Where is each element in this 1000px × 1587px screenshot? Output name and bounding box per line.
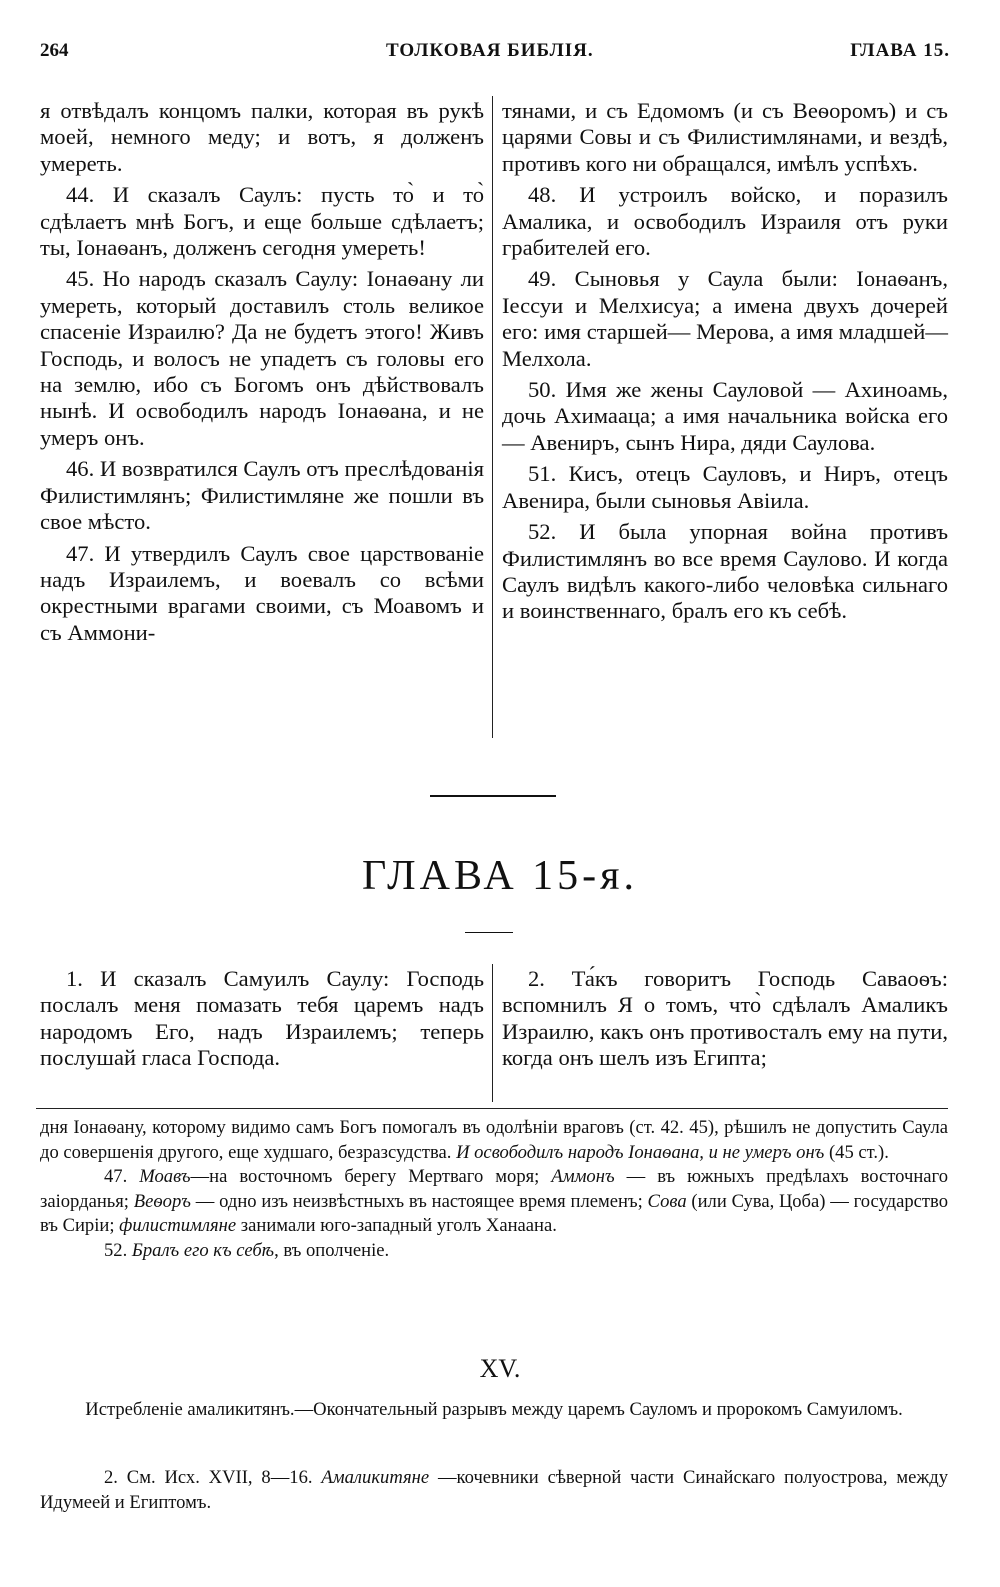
commentary-notes-2: [40, 1466, 948, 1515]
verse-50: 50. Имя же жены Сауловой — Ахиноамь, дочь Ахимааца; а имя начальника войска его — Авениръ, сынъ Нира, дяди Саулова.: [502, 377, 948, 455]
commentary-notes: [40, 1116, 948, 1263]
top-right-column: [502, 98, 948, 630]
verse-text: я отвѣдалъ концомъ палки, которая въ рукѣ моей, немного меду; и вотъ, я долженъ умереть.: [40, 98, 484, 176]
note-continued: дня Іонаѳану, которому видимо самъ Богъ помогалъ въ одолѣніи враговъ (ст. 42. 45), рѣшилъ не допустить Саула до совершенія другого, еще худшаго, безразсудства. И освободилъ народъ Іонаѳана, и не умеръ онъ (45 ст.).: [40, 1117, 948, 1163]
note-47: 47. Моавъ—на восточномъ берегу Мертваго моря; Аммонъ — въ южныхъ предѣлахъ восточнаго заіорданья; Веѳоръ — одно изъ неизвѣстныхъ въ настоящее время племенъ; Сова (или Сува, Цоба) — государство въ Сиріи; филистимляне занимали юго-западный уголъ Ханаана.: [40, 1166, 949, 1236]
chapter-title: ГЛАВА 15-я.: [362, 853, 638, 899]
page-number: 264: [40, 40, 69, 61]
verse-48: 48. И устроилъ войско, и поразилъ Амалика, и освободилъ Израиля отъ руки грабителей его.: [502, 182, 948, 261]
verse-49: 49. Сыновья у Саула были: Іонаѳанъ, Іессуи и Мелхисуа; а имена двухъ дочерей его: имя старшей— Мерова, а имя младшей—Мелхола.: [502, 266, 948, 371]
title-underline: [465, 932, 513, 933]
section-divider: [430, 795, 556, 797]
chapter-heading: ГЛАВА 15.: [850, 40, 950, 61]
footnote-rule: [36, 1108, 948, 1109]
verse-47: 47. И утвердилъ Саулъ свое царствованіе надъ Израилемъ, и воевалъ со всѣми окрестными врагами своими, съ Моавомъ и съ Аммони-: [40, 540, 484, 645]
verse-1: 1. И сказалъ Самуилъ Саулу: Господь послалъ меня помазать тебя царемъ надъ народомъ Его, надъ Израилемъ; теперь послушай гласа Господа.: [40, 966, 484, 1071]
section-numeral: XV.: [479, 1354, 521, 1383]
section-description: Истребленіе амаликитянъ.—Окончательный разрывъ между царемъ Сауломъ и пророкомъ Самуиломъ.: [85, 1399, 903, 1420]
verse-52: 52. И была упорная война противъ Филистимлянъ во все время Саулово. И когда Саулъ видѣлъ какого-либо человѣка сильнаго и воинственнаго, бралъ его къ себѣ.: [502, 519, 948, 624]
top-left-column: [40, 98, 484, 651]
column-divider: [492, 96, 493, 738]
verse-text: тянами, и съ Едомомъ (и съ Веѳоромъ) и съ царями Совы и съ Филистимлянами, и вездѣ, противъ кого ни обращался, имѣлъ успѣхъ.: [502, 98, 948, 176]
page-header: [40, 40, 950, 74]
verse-44: 44. И сказалъ Саулъ: пусть то̀ и то̀ сдѣлаетъ мнѣ Богъ, и еще больше сдѣлаетъ; ты, Іонаѳанъ, долженъ сегодня умереть!: [40, 182, 484, 261]
verse-46: 46. И возвратился Саулъ отъ преслѣдованія Филистимлянъ; Филистимляне же пошли въ свое мѣсто.: [40, 456, 484, 535]
note-2: 2. См. Исх. XVII, 8—16. Амаликитяне —кочевники сѣверной части Синайскаго полуострова, между Идумеей и Египтомъ.: [40, 1467, 949, 1513]
verse-51: 51. Кисъ, отецъ Сауловъ, и Ниръ, отецъ Авенира, были сыновья Авіила.: [502, 461, 948, 513]
running-title: ТОЛКОВАЯ БИБЛІЯ.: [386, 40, 594, 61]
column-divider: [492, 964, 493, 1102]
verse-45: 45. Но народъ сказалъ Саулу: Іонаѳану ли умереть, который доставилъ столь великое спасеніе Израилю? Да не будетъ этого! Живъ Господь, и волосъ не упадетъ съ головы его на землю, ибо съ Богомъ онъ дѣйствовалъ нынѣ. И освободилъ народъ Іонаѳана, и не умеръ онъ.: [40, 266, 484, 450]
chapter-right-column: [502, 966, 948, 1077]
chapter-left-column: [40, 966, 484, 1077]
note-52: 52. Бралъ его къ себѣ, въ ополченіе.: [104, 1239, 390, 1261]
verse-2: 2. Та́къ говоритъ Господь Саваоѳъ: вспомнилъ Я о томъ, что̀ сдѣлалъ Амаликъ Израилю, какъ онъ противосталъ ему на пути, когда онъ шелъ изъ Египта;: [502, 966, 948, 1071]
